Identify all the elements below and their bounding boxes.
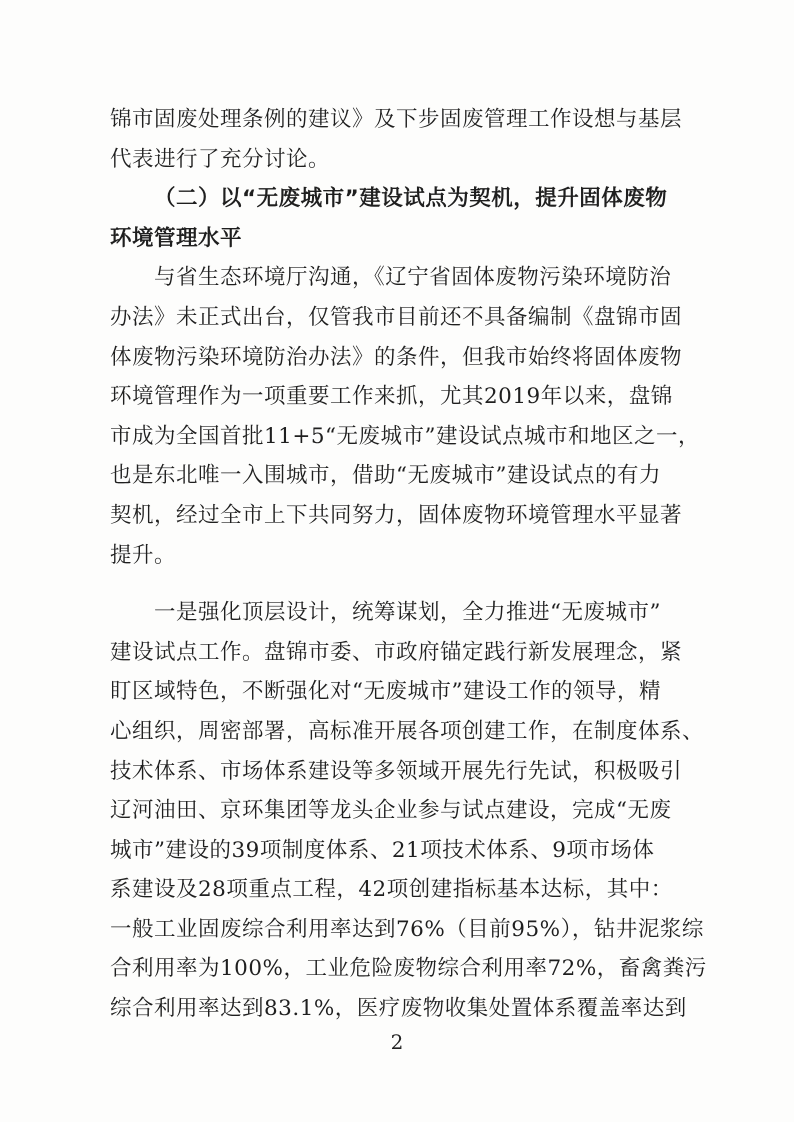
text-line: 锦市固废处理条例的建议》及下步固废管理工作设想与基层	[110, 107, 683, 132]
text-line: 体废物污染环境防治办法》的条件，但我市始终将固体废物	[110, 344, 683, 370]
text-line: 城市”建设的39项制度体系、21项技术体系、9项市场体	[110, 837, 655, 863]
text-line: 心组织，周密部署，高标准开展各项创建工作，在制度体系、	[110, 718, 705, 744]
text-line: 盯区域特色，不断强化对“无废城市”建设工作的领导，精	[110, 679, 661, 705]
text-line: 建设试点工作。盘锦市委、市政府锚定践行新发展理念，紧	[110, 639, 683, 665]
text-line: 提升。	[110, 542, 177, 568]
text-line: 综合利用率达到83.1%，医疗废物收集处置体系覆盖率达到	[110, 996, 687, 1022]
text-line: 市成为全国首批11+5“无废城市”建设试点城市和地区之一，	[110, 423, 701, 449]
body-text	[110, 100, 707, 1029]
section-heading: 环境管理水平	[110, 225, 243, 251]
text-line: 也是东北唯一入围城市，借助“无废城市”建设试点的有力	[110, 463, 661, 489]
text-line: 代表进行了充分讨论。	[110, 146, 331, 172]
text-line: 系建设及28项重点工程，42项创建指标基本达标，其中：	[110, 877, 673, 903]
text-line: 一般工业固废综合利用率达到76%（目前95%），钻井泥浆综	[110, 916, 704, 942]
text-line: 环境管理作为一项重要工作来抓，尤其2019年以来，盘锦	[110, 384, 673, 410]
text-line: 合利用率为100%，工业危险废物综合利用率72%，畜禽粪污	[110, 956, 707, 982]
section-heading: （二）以“无废城市”建设试点为契机，提升固体废物	[154, 186, 668, 212]
text-line: 契机，经过全市上下共同努力，固体废物环境管理水平显著	[110, 502, 683, 528]
page-number: 2	[390, 1030, 404, 1054]
text-line: 办法》未正式出台，仅管我市目前还不具备编制《盘锦市固	[110, 304, 683, 330]
paragraph-gap	[110, 575, 680, 593]
text-line: 一是强化顶层设计，统筹谋划，全力推进“无废城市”	[154, 600, 661, 626]
text-line: 与省生态环境厅沟通，《辽宁省固体废物污染环境防治	[154, 265, 672, 291]
text-line: 技术体系、市场体系建设等多领域开展先行先试，积极吸引	[110, 758, 683, 784]
text-line: 辽河油田、京环集团等龙头企业参与试点建设，完成“无废	[110, 798, 672, 824]
